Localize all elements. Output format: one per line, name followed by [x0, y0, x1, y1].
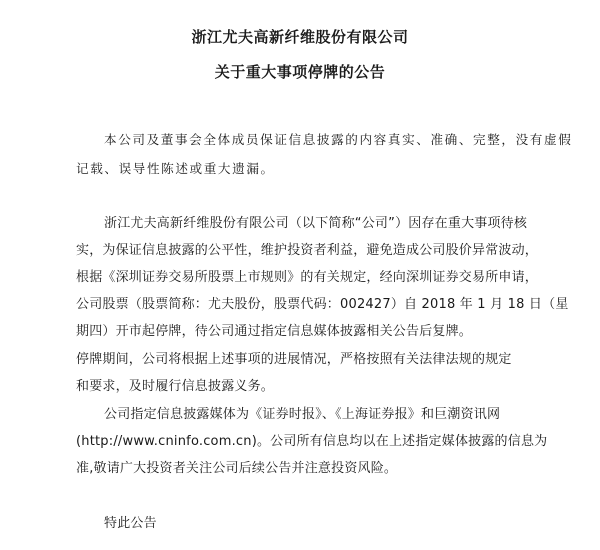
paragraph-1-line-1: 浙江尤夫高新纤维股份有限公司（以下简称“公司”）因存在重大事项待核	[104, 216, 528, 231]
paragraph-3-line-1: 公司指定信息披露媒体为《证券时报》、《上海证券报》和巨潮资讯网	[104, 407, 501, 422]
paragraph-1-line-3: 根据《深圳证券交易所股票上市规则》的有关规定，经向深圳证券交易所申请，	[76, 270, 539, 285]
paragraph-3-line-2: (http://www.cninfo.com.cn)。公司所有信息均以在上述指定媒体披露的信息为	[76, 434, 548, 449]
paragraph-1-line-5: 期四）开市起停牌，待公司通过指定信息媒体披露相关公告后复牌。	[76, 324, 473, 339]
paragraph-2-line-2: 和要求，及时履行信息披露义务。	[76, 379, 275, 394]
closing-statement: 特此公告	[104, 516, 157, 531]
paragraph-2-line-1: 停牌期间，公司将根据上述事项的进展情况，严格按照有关法律法规的规定	[76, 352, 512, 367]
board-statement-line-1: 本公司及董事会全体成员保证信息披露的内容真实、准确、完整，没有虚假	[104, 132, 573, 147]
company-name-title: 浙江尤夫高新纤维股份有限公司	[191, 28, 409, 46]
paragraph-1-line-2: 实，为保证信息披露的公平性，维护投资者利益，避免造成公司股价异常波动，	[76, 243, 539, 258]
announcement-subject-title: 关于重大事项停牌的公告	[214, 63, 386, 81]
paragraph-1-line-4: 公司股票（股票简称：尤夫股份，股票代码：002427）自 2018 年 1 月 18 日（星	[76, 297, 569, 312]
paragraph-3-line-3: 准,敬请广大投资者关注公司后续公告并注意投资风险。	[76, 461, 398, 476]
board-statement-line-2: 记载、误导性陈述或重大遗漏。	[76, 161, 275, 176]
